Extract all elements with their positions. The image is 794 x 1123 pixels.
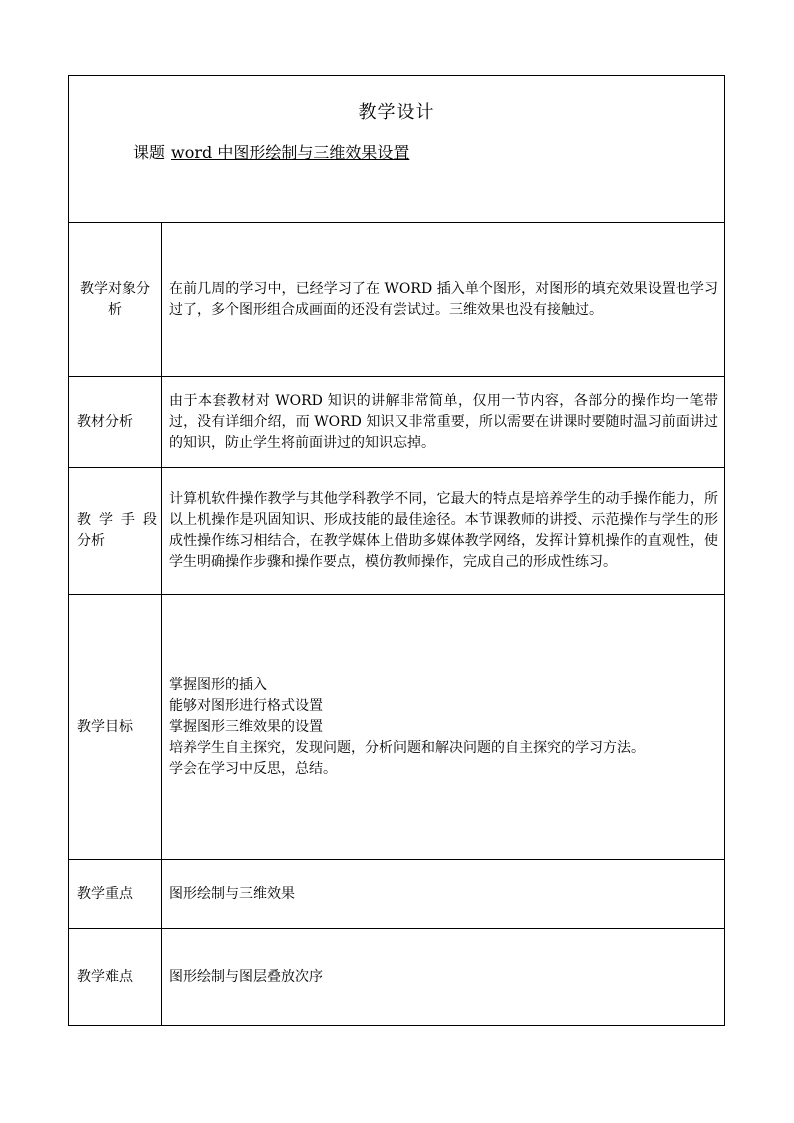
header-row	[69, 76, 725, 223]
row-material-analysis	[69, 377, 725, 468]
document-title: 教学设计	[358, 102, 435, 123]
goal-item: 掌握图形的插入	[169, 676, 267, 693]
difficulties-label: 教学难点	[69, 929, 162, 1026]
key-points-label: 教学重点	[69, 860, 162, 929]
row-audience-analysis	[69, 223, 725, 377]
methods-content: 计算机软件操作教学与其他学科教学不同，它最大的特点是培养学生的动手操作能力，所以上机操作是巩固知识、形成技能的最佳途径。本节课教师的讲授、示范操作与学生的形成性操作练习相结合，在教学媒体上借助多媒体教学网络，发挥计算机操作的直观性，使学生明确操作步骤和操作要点，模仿教师操作，完成自己的形成性练习。	[162, 468, 725, 595]
goal-item: 能够对图形进行格式设置	[169, 697, 323, 714]
goal-item: 掌握图形三维效果的设置	[169, 718, 323, 735]
methods-label-text: 教 学 手 段分析	[77, 512, 157, 549]
material-content: 由于本套教材对 WORD 知识的讲解非常简单，仅用一节内容，各部分的操作均一笔带过，没有详细介绍，而 WORD 知识又非常重要，所以需要在讲课时要随时温习前面讲过的知识，防止学生将前面讲过的知识忘掉。	[162, 377, 725, 468]
key-points-content: 图形绘制与三维效果	[162, 860, 725, 929]
goal-item: 培养学生自主探究，发现问题，分析问题和解决问题的自主探究的学习方法。	[169, 739, 645, 756]
header-cell	[69, 76, 725, 223]
topic-value: word 中图形绘制与三维效果设置	[171, 143, 410, 162]
row-key-points	[69, 860, 725, 929]
material-label: 教材分析	[69, 377, 162, 468]
row-teaching-goals	[69, 595, 725, 860]
topic-line	[133, 140, 409, 163]
topic-label: 课题	[133, 143, 166, 162]
audience-label	[69, 223, 162, 377]
row-methods-analysis	[69, 468, 725, 595]
goal-item: 学会在学习中反思，总结。	[169, 760, 337, 777]
lesson-plan-table	[68, 75, 725, 1026]
goals-content	[162, 595, 725, 860]
goals-label: 教学目标	[69, 595, 162, 860]
methods-label	[69, 468, 162, 595]
difficulties-content: 图形绘制与图层叠放次序	[162, 929, 725, 1026]
audience-label-text: 教学对象分析	[80, 280, 150, 318]
audience-content: 在前几周的学习中，已经学习了在 WORD 插入单个图形，对图形的填充效果设置也学习过了，多个图形组合成画面的还没有尝试过。三维效果也没有接触过。	[162, 223, 725, 377]
row-difficulties	[69, 929, 725, 1026]
